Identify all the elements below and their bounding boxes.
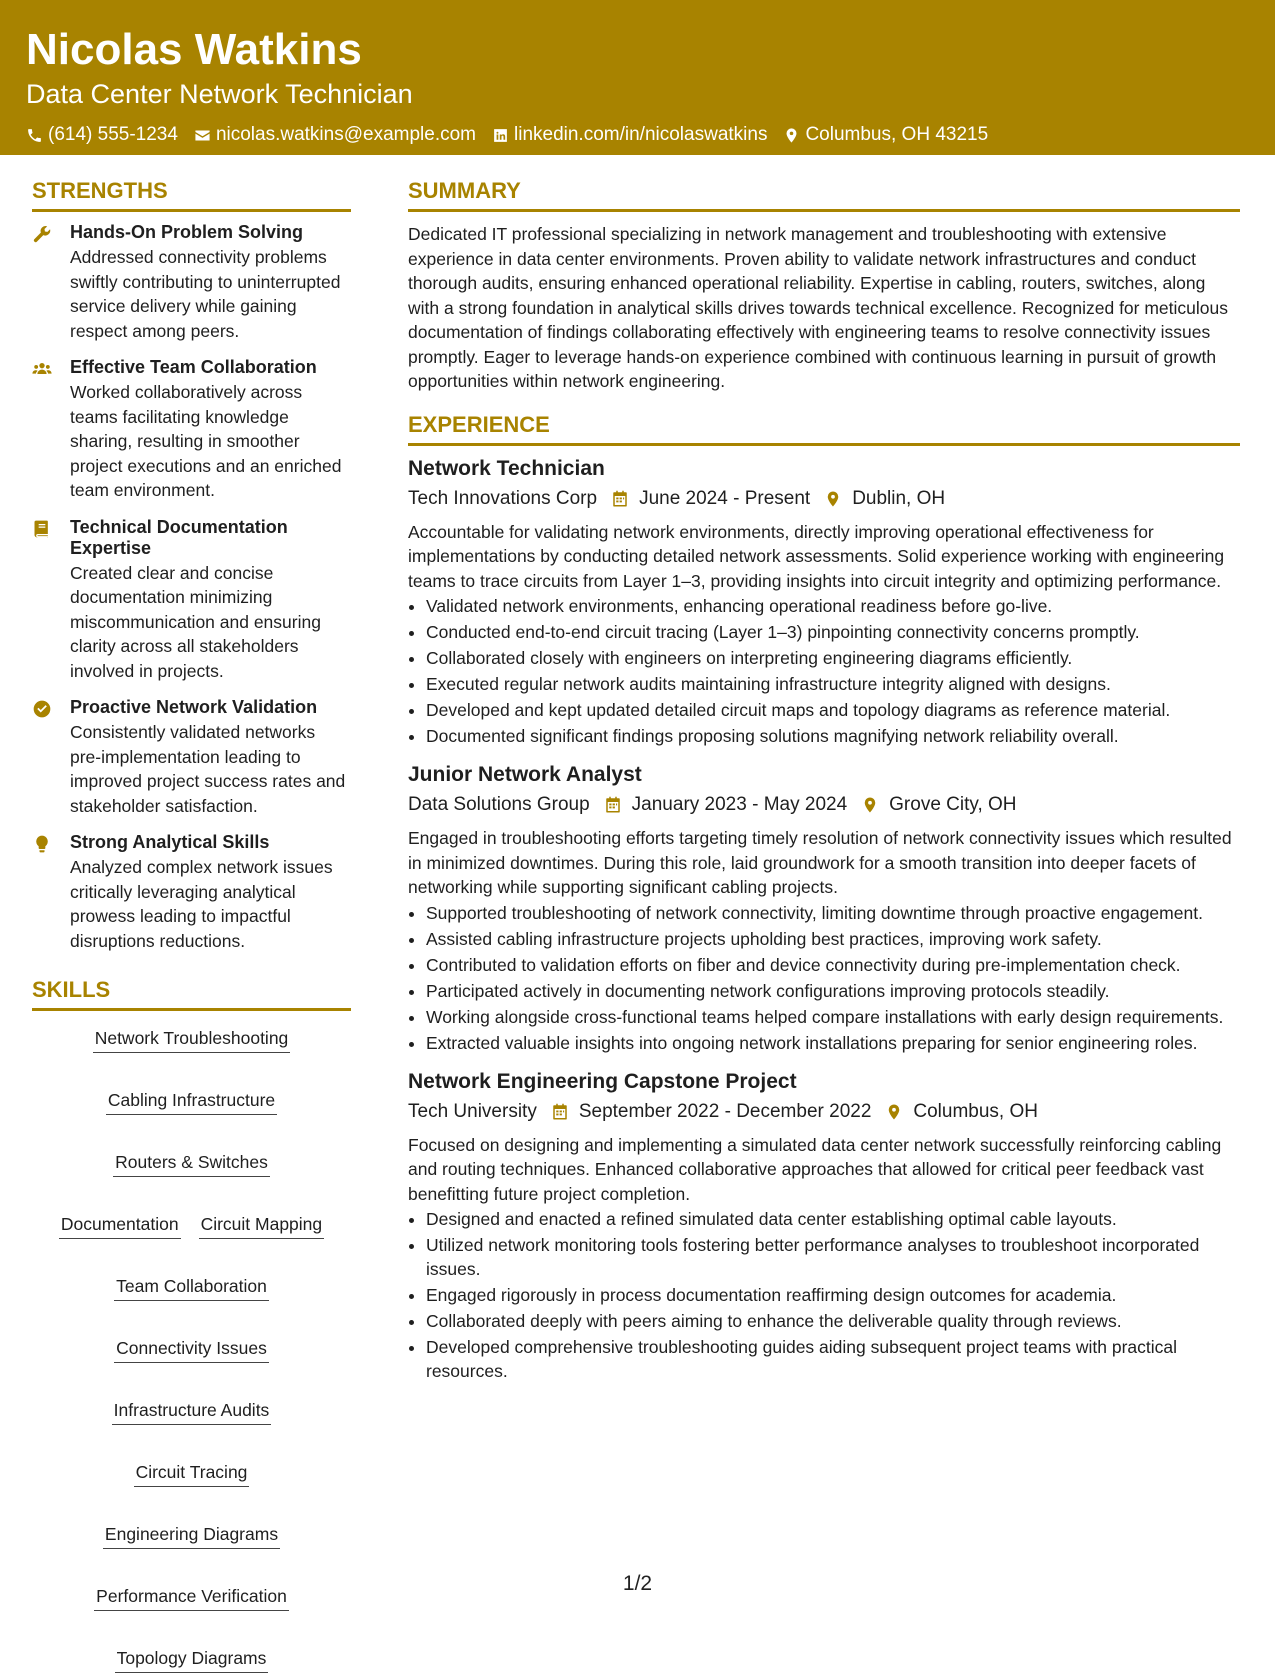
linkedin-icon xyxy=(492,127,509,144)
summary-text: Dedicated IT professional specializing in network management and troubleshooting with extensive experience in data center environments. Proven ability to validate network infrastructures and conduct thorough audits, ensuring enhanced operational reliability. Expertise in cabling, routers, switches, along with a strong foundation in analytical skills drives towards technical excellence. Recognized for meticulous documentation of findings collaborating effectively with engineering teams to resolve connectivity issues promptly. Eager to leverage hands-on experience combined with continuous learning in pursuit of growth opportunities within network engineering. xyxy=(408,224,1228,391)
job-meta xyxy=(408,486,1240,512)
strength-item xyxy=(32,832,351,953)
right-column xyxy=(408,178,1240,1397)
strength-title: Strong Analytical Skills xyxy=(70,832,270,852)
job-bullet: • Executed regular network audits maintaining infrastructure integrity aligned with designs. xyxy=(426,672,1240,696)
experience-entry xyxy=(408,762,1240,1055)
job-bullets xyxy=(408,594,1240,748)
wrench-icon xyxy=(32,224,52,244)
strength-title: Hands-On Problem Solving xyxy=(70,222,304,242)
job-bullet: • Developed comprehensive troubleshooting guides aiding subsequent project teams with practical resources. xyxy=(426,1335,1240,1383)
contact-location xyxy=(783,124,988,146)
job-bullet: • Documented significant findings proposing solutions magnifying network reliability overall. xyxy=(426,724,1240,748)
strength-desc: Consistently validated networks pre-implementation leading to improved project success rates and stakeholder satisfaction. xyxy=(70,722,346,816)
page-number: 1/2 xyxy=(622,1572,653,1595)
skill-tag: Engineering Diagrams xyxy=(103,1523,280,1549)
experience-entry xyxy=(408,456,1240,749)
job-description: Engaged in troubleshooting efforts targeting timely resolution of network connectivity issues which resulted in minimized downtimes. During this role, laid groundwork for a smooth transition into deeper facets of networking while supporting significant cabling projects. xyxy=(408,828,1232,897)
job-bullet: • Designed and enacted a refined simulated data center establishing optimal cable layouts. xyxy=(426,1207,1240,1231)
company-name: Tech University xyxy=(408,1100,537,1122)
job-location: Dublin, OH xyxy=(852,487,946,509)
job-dates: June 2024 - Present xyxy=(639,487,811,509)
contact-bar xyxy=(26,124,1249,146)
candidate-title: Data Center Network Technician xyxy=(26,79,413,109)
calendar-icon xyxy=(604,796,622,814)
calendar-icon xyxy=(611,490,629,508)
job-meta xyxy=(408,792,1240,818)
job-description: Accountable for validating network environments, directly improving operational effectiveness for implementations by conducting detailed network assessments. Solid experience working with engineering teams to trace circuits from Layer 1–3, providing insights into circuit integrity and optimizing performance. xyxy=(408,521,1225,591)
strength-desc: Created clear and concise documentation minimizing miscommunication and ensuring clarity across all stakeholders involved in projects. xyxy=(70,562,321,681)
phone-icon xyxy=(26,127,43,144)
job-dates: September 2022 - December 2022 xyxy=(578,1100,872,1122)
job-bullet: • Utilized network monitoring tools fostering better performance analyses to troubleshoot incorporated issues. xyxy=(426,1233,1240,1281)
job-bullet: • Assisted cabling infrastructure projects upholding best practices, improving work safety. xyxy=(426,927,1240,951)
strength-title: Technical Documentation Expertise xyxy=(70,516,288,558)
experience-entry xyxy=(408,1069,1240,1384)
envelope-icon xyxy=(194,127,211,144)
strength-title: Effective Team Collaboration xyxy=(70,357,317,377)
job-meta xyxy=(408,1099,1240,1125)
skill-tag: Documentation xyxy=(59,1213,181,1239)
map-pin-icon xyxy=(783,127,800,144)
skill-tag: Circuit Mapping xyxy=(199,1213,325,1239)
users-icon xyxy=(32,359,52,379)
strength-title: Proactive Network Validation xyxy=(70,697,318,717)
book-icon xyxy=(32,519,52,539)
skill-tag: Routers & Switches xyxy=(113,1151,270,1177)
job-bullet: • Extracted valuable insights into ongoing network installations preparing for senior engineering roles. xyxy=(426,1031,1240,1055)
skills-heading: SKILLS xyxy=(32,977,351,1011)
check-circle-icon xyxy=(32,699,52,719)
skill-tag: Connectivity Issues xyxy=(114,1337,269,1363)
calendar-icon xyxy=(551,1103,569,1121)
company-name: Data Solutions Group xyxy=(408,794,590,815)
contact-linkedin[interactable] xyxy=(492,124,767,146)
map-pin-icon xyxy=(861,796,879,814)
job-bullet: • Collaborated deeply with peers aiming to enhance the deliverable quality through reviews. xyxy=(426,1309,1240,1333)
contact-email[interactable] xyxy=(194,124,476,146)
skill-tag: Performance Verification xyxy=(94,1585,289,1611)
phone-text: (614) 555-1234 xyxy=(48,124,178,145)
job-bullet: • Working alongside cross-functional teams helped compare installations with early design requirements. xyxy=(426,1005,1240,1029)
job-dates: January 2023 - May 2024 xyxy=(631,794,848,815)
location-text: Columbus, OH 43215 xyxy=(805,124,989,145)
email-text: nicolas.watkins@example.com xyxy=(215,124,476,145)
skill-tag: Topology Diagrams xyxy=(115,1647,269,1673)
job-bullet: • Supported troubleshooting of network connectivity, limiting downtime through proactive engagement. xyxy=(426,901,1240,925)
map-pin-icon xyxy=(885,1103,903,1121)
skill-tag: Team Collaboration xyxy=(114,1275,269,1301)
strength-desc: Worked collaboratively across teams facilitating knowledge sharing, resulting in smoother project executions and an enriched team environment. xyxy=(70,382,342,500)
strength-desc: Analyzed complex network issues critically leveraging analytical prowess leading to impactful disruptions reductions. xyxy=(70,857,333,951)
job-bullet: • Developed and kept updated detailed circuit maps and topology diagrams as reference material. xyxy=(426,698,1240,722)
skill-tag: Infrastructure Audits xyxy=(112,1399,272,1425)
job-bullet: • Engaged rigorously in process documentation reaffirming design outcomes for academia. xyxy=(426,1283,1240,1307)
job-bullet: • Participated actively in documenting network configurations improving protocols steadily. xyxy=(426,979,1240,1003)
experience-heading: EXPERIENCE xyxy=(408,412,1240,446)
job-bullet: • Contributed to validation efforts on fiber and device connectivity during pre-implementation check. xyxy=(426,953,1240,977)
summary-heading: SUMMARY xyxy=(408,178,1240,212)
job-bullets xyxy=(408,901,1240,1055)
map-pin-icon xyxy=(824,490,842,508)
contact-phone[interactable] xyxy=(26,124,178,146)
job-title: Network Engineering Capstone Project xyxy=(408,1069,797,1093)
strength-item xyxy=(32,222,351,343)
company-name: Tech Innovations Corp xyxy=(408,487,598,509)
job-location: Columbus, OH xyxy=(913,1100,1038,1122)
linkedin-text: linkedin.com/in/nicolaswatkins xyxy=(514,124,768,145)
job-bullet: • Collaborated closely with engineers on interpreting engineering diagrams efficiently. xyxy=(426,646,1240,670)
skill-tag: Cabling Infrastructure xyxy=(106,1089,277,1115)
skill-tag: Circuit Tracing xyxy=(134,1461,250,1487)
strength-item xyxy=(32,697,351,818)
lightbulb-icon xyxy=(32,834,52,854)
strengths-heading: STRENGTHS xyxy=(32,178,351,212)
job-location: Grove City, OH xyxy=(889,794,1017,815)
job-title: Network Technician xyxy=(408,456,605,480)
job-bullet: • Validated network environments, enhancing operational readiness before go-live. xyxy=(426,594,1240,618)
resume-header xyxy=(0,0,1275,155)
job-bullet: • Conducted end-to-end circuit tracing (Layer 1–3) pinpointing connectivity concerns promptly. xyxy=(426,620,1240,644)
strength-desc: Addressed connectivity problems swiftly contributing to uninterrupted service delivery while gaining respect among peers. xyxy=(70,247,341,341)
candidate-name: Nicolas Watkins xyxy=(26,25,362,74)
job-bullets xyxy=(408,1207,1240,1383)
strength-item xyxy=(32,517,351,684)
job-description: Focused on designing and implementing a simulated data center network successfully reinforcing cabling and routing techniques. Enhanced collaborative approaches that allowed for critical peer feedback vast benefitting future project completion. xyxy=(408,1134,1222,1204)
strength-item xyxy=(32,357,351,503)
left-column xyxy=(32,178,351,1673)
skill-tag: Network Troubleshooting xyxy=(93,1027,291,1053)
job-title: Junior Network Analyst xyxy=(408,763,642,786)
